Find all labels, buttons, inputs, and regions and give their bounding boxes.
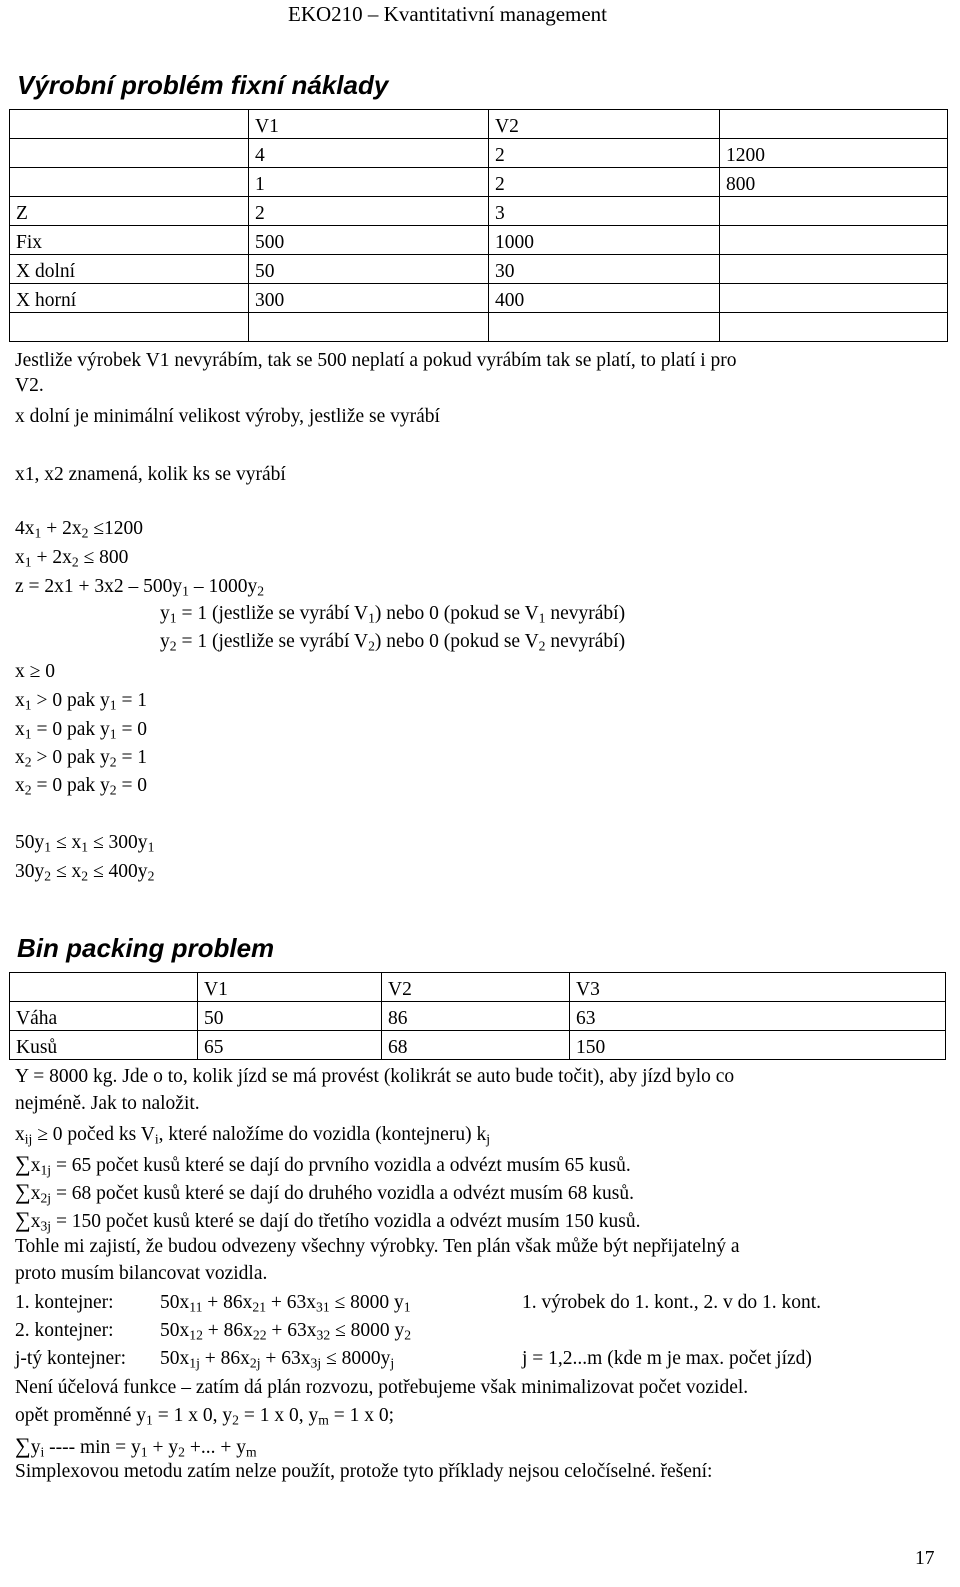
fixed-costs-table-cell: 500 bbox=[249, 226, 489, 255]
fixed-costs-table-cell: 3 bbox=[489, 197, 720, 226]
y2-definition: $y_2 = 1$ (jestliže se vyrábí $V_2$) nebo 0 (pokud se $V_2$ nevyrábí) bbox=[160, 631, 626, 654]
y1-definition: $y_1 = 1$ (jestliže se vyrábí $V_1$) nebo 0 (pokud se $V_1$ nevyrábí) bbox=[160, 603, 626, 626]
page-number: 17 bbox=[915, 1548, 935, 1569]
sum-x2j: $\sum x_{2j} = 68$ počet kusů které se dají do druhého vozidla a odvézt musím 68 kusů. bbox=[15, 1179, 634, 1206]
paragraph-if-not-produced-cont: V2. bbox=[15, 375, 44, 396]
fixed-costs-table-cell: 50 bbox=[249, 255, 489, 284]
fixed-costs-table-cell: 1 bbox=[249, 168, 489, 197]
fixed-costs-table-cell bbox=[720, 313, 948, 342]
paragraph-x-meaning: x1, x2 znamená, kolik ks se vyrábí bbox=[15, 464, 286, 485]
paragraph-capacity: Y = 8000 kg. Jde o to, kolik jízd se má provést (kolikrát se auto bude točit), aby jízd bylo co bbox=[15, 1066, 735, 1087]
fixed-costs-table-cell: 4 bbox=[249, 139, 489, 168]
paragraph-if-not-produced: Jestliže výrobek V1 nevyrábím, tak se 500 neplatí a pokud vyrábím tak se platí, to platí i pro bbox=[15, 350, 737, 371]
bin-packing-table-cell: Váha bbox=[10, 1002, 198, 1031]
bin-packing-table-cell: 150 bbox=[570, 1031, 946, 1060]
fixed-costs-table-cell: V1 bbox=[249, 110, 489, 139]
fixed-costs-table-cell bbox=[10, 139, 249, 168]
rule-x2-positive: $x_2 > 0$ pak $y_2 = 1$ bbox=[15, 747, 148, 770]
constraint-1: $4x_1 + 2x_2 \le 1200$ bbox=[15, 518, 143, 541]
fixed-costs-table-cell bbox=[720, 110, 948, 139]
running-header: EKO210 – Kvantitativní management bbox=[288, 2, 608, 26]
bin-packing-table-cell: 50 bbox=[198, 1002, 382, 1031]
fixed-costs-table-row bbox=[10, 313, 948, 342]
fixed-costs-table-cell: 1200 bbox=[720, 139, 948, 168]
bin-packing-table-row bbox=[10, 1002, 946, 1031]
constraint-2: $x_1 + 2x_2 \le 800$ bbox=[15, 547, 129, 570]
paragraph-tohle: Tohle mi zajistí, že budou odvezeny všechny výrobky. Ten plán však může být nepřijatelný a bbox=[15, 1236, 740, 1257]
bin-packing-table-row bbox=[10, 973, 946, 1002]
fixed-costs-table-cell bbox=[720, 197, 948, 226]
fixed-costs-table-cell: 2 bbox=[489, 139, 720, 168]
bin-packing-table-cell: V3 bbox=[570, 973, 946, 1002]
fixed-costs-table-cell bbox=[489, 313, 720, 342]
bin-packing-table-body bbox=[10, 973, 946, 1060]
fixed-costs-table-row bbox=[10, 168, 948, 197]
sum-x1j: $\sum x_{1j} = 65$ počet kusů které se dají do prvního vozidla a odvézt musím 65 kusů. bbox=[15, 1151, 631, 1178]
bin-packing-table-cell: Kusů bbox=[10, 1031, 198, 1060]
fixed-costs-table-row bbox=[10, 110, 948, 139]
sum-x3j: $\sum x_{3j} = 150$ počet kusů které se dají do třetího vozidla a odvézt musím 150 kusů. bbox=[15, 1207, 641, 1234]
fixed-costs-table bbox=[9, 109, 948, 342]
objective-z: $z = 2x1 + 3x2 - 500y_1 - 1000y_2$ bbox=[15, 576, 265, 599]
fixed-costs-table-row bbox=[10, 255, 948, 284]
fixed-costs-table-cell: 2 bbox=[489, 168, 720, 197]
nonnegativity: x ≥ 0 bbox=[15, 661, 55, 682]
paragraph-objective: Není účelová funkce – zatím dá plán rozvozu, potřebujeme však minimalizovat počet vozidel. bbox=[15, 1377, 749, 1398]
fixed-costs-table-cell bbox=[720, 255, 948, 284]
xij-definition: $x_{ij} \ge 0$ počed ks $V_i$, které naložíme do vozidla (kontejneru) $k_j$ bbox=[15, 1124, 490, 1147]
fixed-costs-table-cell: 1000 bbox=[489, 226, 720, 255]
container-1-label: 1. kontejner: bbox=[15, 1292, 114, 1313]
container-j-note: j = 1,2...m (kde m je max. počet jízd) bbox=[522, 1348, 812, 1369]
fixed-costs-table-cell bbox=[720, 284, 948, 313]
fixed-costs-table-row bbox=[10, 139, 948, 168]
paragraph-tohle-cont: proto musím bilancovat vozidla. bbox=[15, 1263, 268, 1284]
fixed-costs-table-row bbox=[10, 197, 948, 226]
bounds-x1: $50y_1 \le x_1 \le 300y_1$ bbox=[15, 832, 155, 855]
container-1-constraint: $50x_{11} + 86x_{21} + 63x_{31} \le 8000$ $y_1$ bbox=[160, 1292, 411, 1315]
fixed-costs-table-cell: Z bbox=[10, 197, 249, 226]
binary-variables: opět proměnné $y_1 = 1$ x 0, $y_2 = 1$ x 0, $y_m = 1$ x 0; bbox=[15, 1405, 394, 1428]
fixed-costs-table-cell bbox=[10, 110, 249, 139]
fixed-costs-table-cell bbox=[720, 226, 948, 255]
fixed-costs-table-cell bbox=[10, 313, 249, 342]
bounds-x2: $30y_2 \le x_2 \le 400y_2$ bbox=[15, 861, 155, 884]
container-j-constraint: $50x_{1j} + 86x_{2j} + 63x_{3j} \le 8000y_j$ bbox=[160, 1348, 395, 1371]
bin-packing-table-cell bbox=[10, 973, 198, 1002]
container-1-note: 1. výrobek do 1. kont., 2. v do 1. kont. bbox=[522, 1292, 821, 1313]
container-j-label: j-tý kontejner: bbox=[15, 1348, 127, 1369]
fixed-costs-table-cell: X horní bbox=[10, 284, 249, 313]
section-heading-bin-packing: Bin packing problem bbox=[17, 933, 275, 963]
fixed-costs-table-body bbox=[10, 110, 948, 342]
fixed-costs-table-cell: V2 bbox=[489, 110, 720, 139]
rule-x1-positive: $x_1 > 0$ pak $y_1 = 1$ bbox=[15, 690, 148, 713]
fixed-costs-table-cell: Fix bbox=[10, 226, 249, 255]
fixed-costs-table-cell: 2 bbox=[249, 197, 489, 226]
container-2-constraint: $50x_{12} + 86x_{22} + 63x_{32} \le 8000$ $y_2$ bbox=[160, 1320, 412, 1343]
bin-packing-table bbox=[9, 972, 946, 1060]
bin-packing-table-cell: 68 bbox=[382, 1031, 570, 1060]
paragraph-simplex: Simplexovou metodu zatím nelze použít, protože tyto příklady nejsou celočíselné. řešení: bbox=[15, 1461, 713, 1482]
bin-packing-table-cell: 65 bbox=[198, 1031, 382, 1060]
bin-packing-table-cell: 63 bbox=[570, 1002, 946, 1031]
section-heading-fixed-costs: Výrobní problém fixní náklady bbox=[17, 70, 389, 100]
minimize-yi: $\sum y_i$ ---- $\min = y_1 + y_2$ +... + $y_m$ bbox=[15, 1433, 257, 1460]
fixed-costs-table-row bbox=[10, 284, 948, 313]
fixed-costs-table-cell: 400 bbox=[489, 284, 720, 313]
bin-packing-table-cell: V2 bbox=[382, 973, 570, 1002]
container-2-label: 2. kontejner: bbox=[15, 1320, 114, 1341]
rule-x2-zero: $x_2 = 0$ pak $y_2 = 0$ bbox=[15, 775, 148, 798]
fixed-costs-table-cell: X dolní bbox=[10, 255, 249, 284]
bin-packing-table-row bbox=[10, 1031, 946, 1060]
fixed-costs-table-cell bbox=[249, 313, 489, 342]
fixed-costs-table-row bbox=[10, 226, 948, 255]
fixed-costs-table-cell: 300 bbox=[249, 284, 489, 313]
paragraph-capacity-cont: nejméně. Jak to naložit. bbox=[15, 1093, 200, 1114]
fixed-costs-table-cell: 800 bbox=[720, 168, 948, 197]
rule-x1-zero: $x_1 = 0$ pak $y_1 = 0$ bbox=[15, 719, 148, 742]
bin-packing-table-cell: V1 bbox=[198, 973, 382, 1002]
bin-packing-table-cell: 86 bbox=[382, 1002, 570, 1031]
fixed-costs-table-cell bbox=[10, 168, 249, 197]
fixed-costs-table-cell: 30 bbox=[489, 255, 720, 284]
paragraph-x-lower: x dolní je minimální velikost výroby, jestliže se vyrábí bbox=[15, 406, 440, 427]
